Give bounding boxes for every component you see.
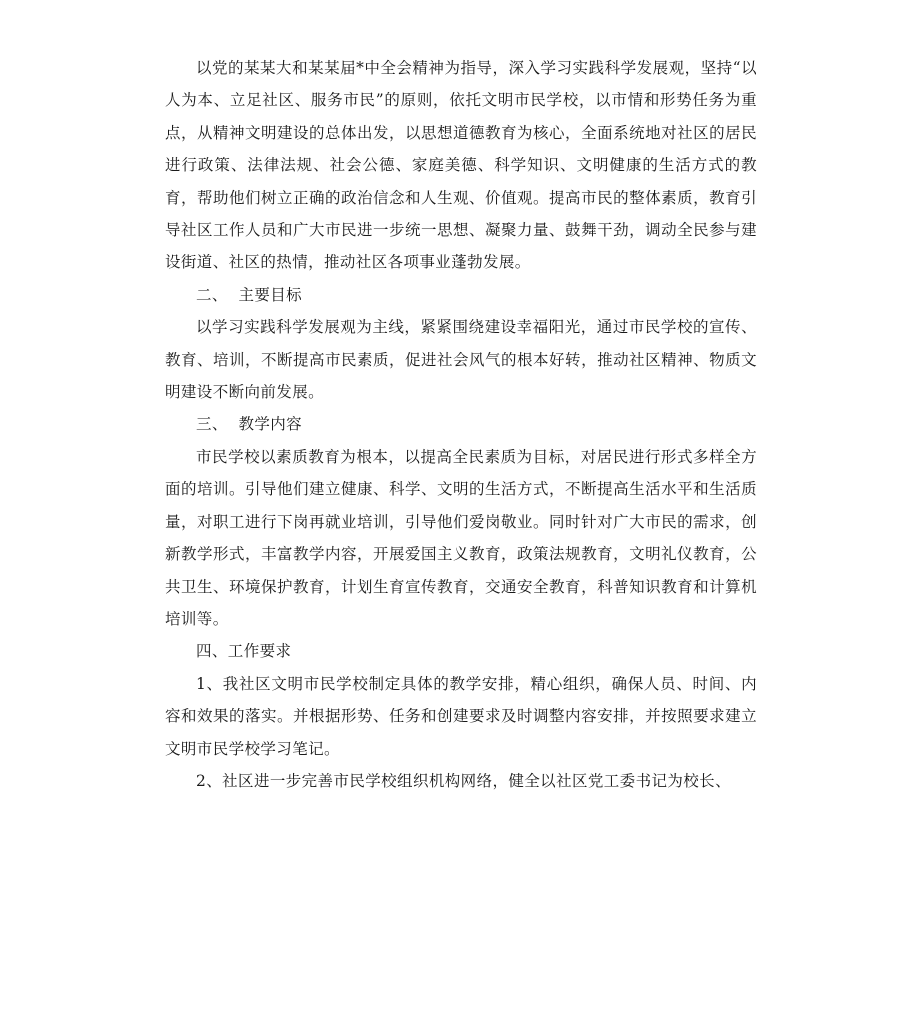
section-heading-teaching-content: 三、 教学内容 xyxy=(196,415,303,434)
paragraph-guiding-principles: 以党的某某大和某某届*中全会精神为指导，深入学习实践科学发展观，坚持“以人为本、立足社区、服务市民”的原则，依托文明市民学校，以市情和形势任务为重点，从精神文明建设的总体出发，以思想道德教育为核心，全面系统地对社区的居民进行政策、法律法规、社会公德、家庭美德、科学知识、文明健康的生活方式的教育，帮助他们树立正确的政治信念和人生观、价值观。提高市民的整体素质，教育引导社区工作人员和广大市民进一步统一思想、凝聚力量、鼓舞干劲，调动全民参与建设街道、社区的热情，推动社区各项事业蓬勃发展。 xyxy=(165,59,757,272)
paragraph-teaching-content: 市民学校以素质教育为根本，以提高全民素质为目标，对居民进行形式多样全方面的培训。引导他们建立健康、科学、文明的生活方式，不断提高生活水平和生活质量，对职工进行下岗再就业培训，引导他们爱岗敬业。同时针对广大市民的需求，创新教学形式，丰富教学内容，开展爱国主义教育，政策法规教育，文明礼仪教育，公共卫生、环境保护教育，计划生育宣传教育，交通安全教育，科普知识教育和计算机培训等。 xyxy=(165,447,757,628)
paragraph-requirement-1: 1、我社区文明市民学校制定具体的教学安排，精心组织，确保人员、时间、内容和效果的落实。并根据形势、任务和创建要求及时调整内容安排，并按照要求建立文明市民学校学习笔记。 xyxy=(165,674,757,758)
section-heading-main-goals: 二、 主要目标 xyxy=(196,285,303,304)
document-body xyxy=(165,52,757,797)
section-heading-work-requirements: 四、工作要求 xyxy=(196,642,292,661)
paragraph-main-goals: 以学习实践科学发展观为主线，紧紧围绕建设幸福阳光，通过市民学校的宣传、教育、培训，不断提高市民素质，促进社会风气的根本好转，推动社区精神、物质文明建设不断向前发展。 xyxy=(165,318,757,402)
paragraph-requirement-2: 2、社区进一步完善市民学校组织机构网络，健全以社区党工委书记为校长、 xyxy=(196,771,731,790)
